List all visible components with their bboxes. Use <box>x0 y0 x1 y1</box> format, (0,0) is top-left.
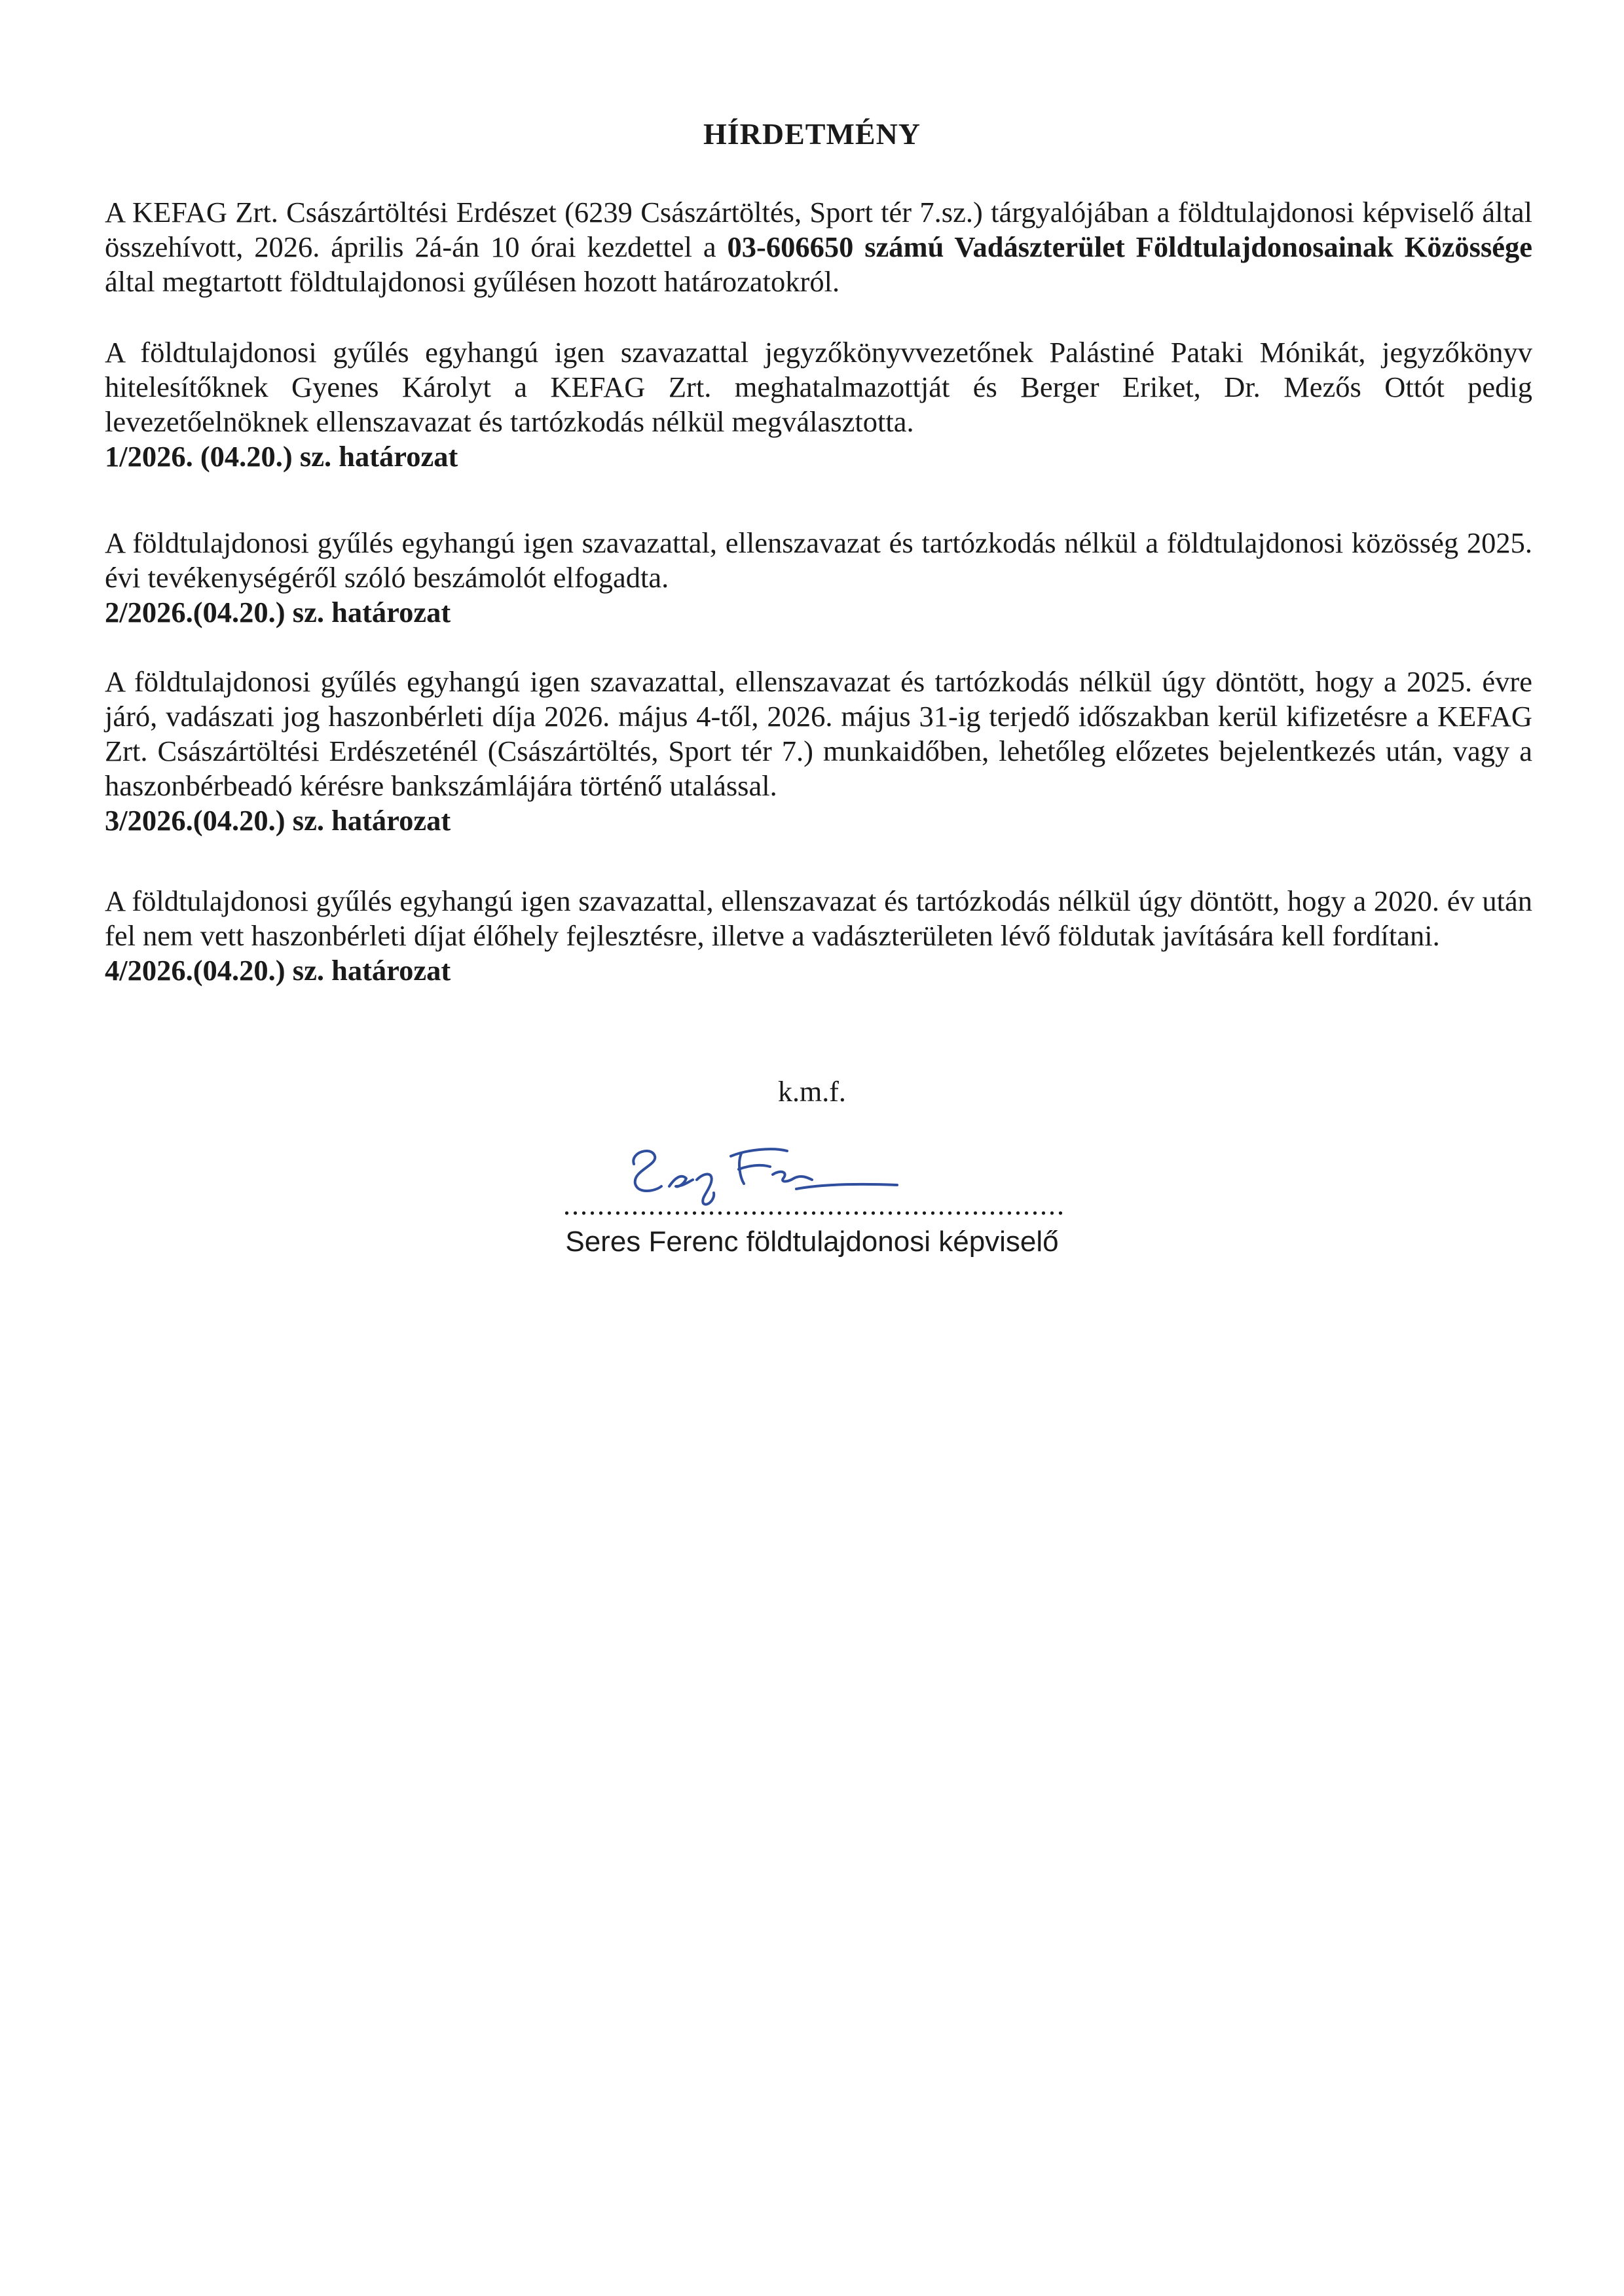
resolution-block-3 <box>105 665 1532 838</box>
resolution-block-1 <box>105 335 1532 474</box>
intro-paragraph <box>105 195 1532 299</box>
resolution-text: A földtulajdonosi gyűlés egyhangú igen szavazattal, ellenszavazat és tartózkodás nélkül úgy döntött, hogy a 2025. évre járó, vadászati jog haszonbérleti díja 2026. május 4-től, 2026. május 31-ig terjedő időszakban kerül kifizetésre a KEFAG Zrt. Császártöltési Erdészeténél (Császártöltés, Sport tér 7.) munkaidőben, lehetőleg előzetes bejelentkezés után, vagy a haszonbérbeadó kérésre bankszámlájára történő utalással. <box>105 665 1532 802</box>
signer-name: Seres Ferenc földtulajdonosi képviselő <box>565 1226 1059 1258</box>
resolution-text: A földtulajdonosi gyűlés egyhangú igen szavazattal, ellenszavazat és tartózkodás nélkül a földtulajdonosi közösség 2025. évi tevékenységéről szóló beszámolót elfogadta. <box>105 526 1532 594</box>
resolution-number: 3/2026.(04.20.) sz. határozat <box>105 804 451 837</box>
hunting-area-name: 03-606650 számú Vadászterület Földtulajdonosainak Közössége <box>727 230 1533 263</box>
resolution-text: A földtulajdonosi gyűlés egyhangú igen szavazattal, ellenszavazat és tartózkodás nélkül úgy döntött, hogy a 2020. év után fel nem vett haszonbérleti díjat élőhely fejlesztésre, illetve a vadászterületen lévő földutak javítására kell fordítani. <box>105 884 1532 952</box>
signature-line: ........................................................... <box>563 1189 1065 1221</box>
resolution-number: 1/2026. (04.20.) sz. határozat <box>105 440 458 473</box>
resolution-block-2 <box>105 526 1532 630</box>
document-title: HÍRDETMÉNY <box>703 117 921 151</box>
kmf-mark: k.m.f. <box>778 1076 846 1108</box>
intro-text-end: által megtartott földtulajdonosi gyűlésen hozott határozatokról. <box>105 265 840 298</box>
resolution-number: 4/2026.(04.20.) sz. határozat <box>105 954 451 987</box>
intro-text-start: A KEFAG Zrt. Császártöltési Erdészet (6239 Császártöltés, Sport tér 7.sz.) tárgyalójában a földtulajdonosi képviselő által összehívott, 2026. április 2á-án 10 órai kezdettel a <box>105 196 1532 263</box>
resolution-text: A földtulajdonosi gyűlés egyhangú igen szavazattal jegyzőkönyvvezetőnek Palástiné Pataki Mónikát, jegyzőkönyv hitelesítőknek Gyenes Károlyt a KEFAG Zrt. meghatalmazottját és Berger Eriket, Dr. Mezős Ottót pedig levezetőelnöknek ellenszavazat és tartózkodás nélkül megválasztotta. <box>105 336 1532 438</box>
resolution-block-4 <box>105 884 1532 988</box>
resolution-number: 2/2026.(04.20.) sz. határozat <box>105 596 451 629</box>
